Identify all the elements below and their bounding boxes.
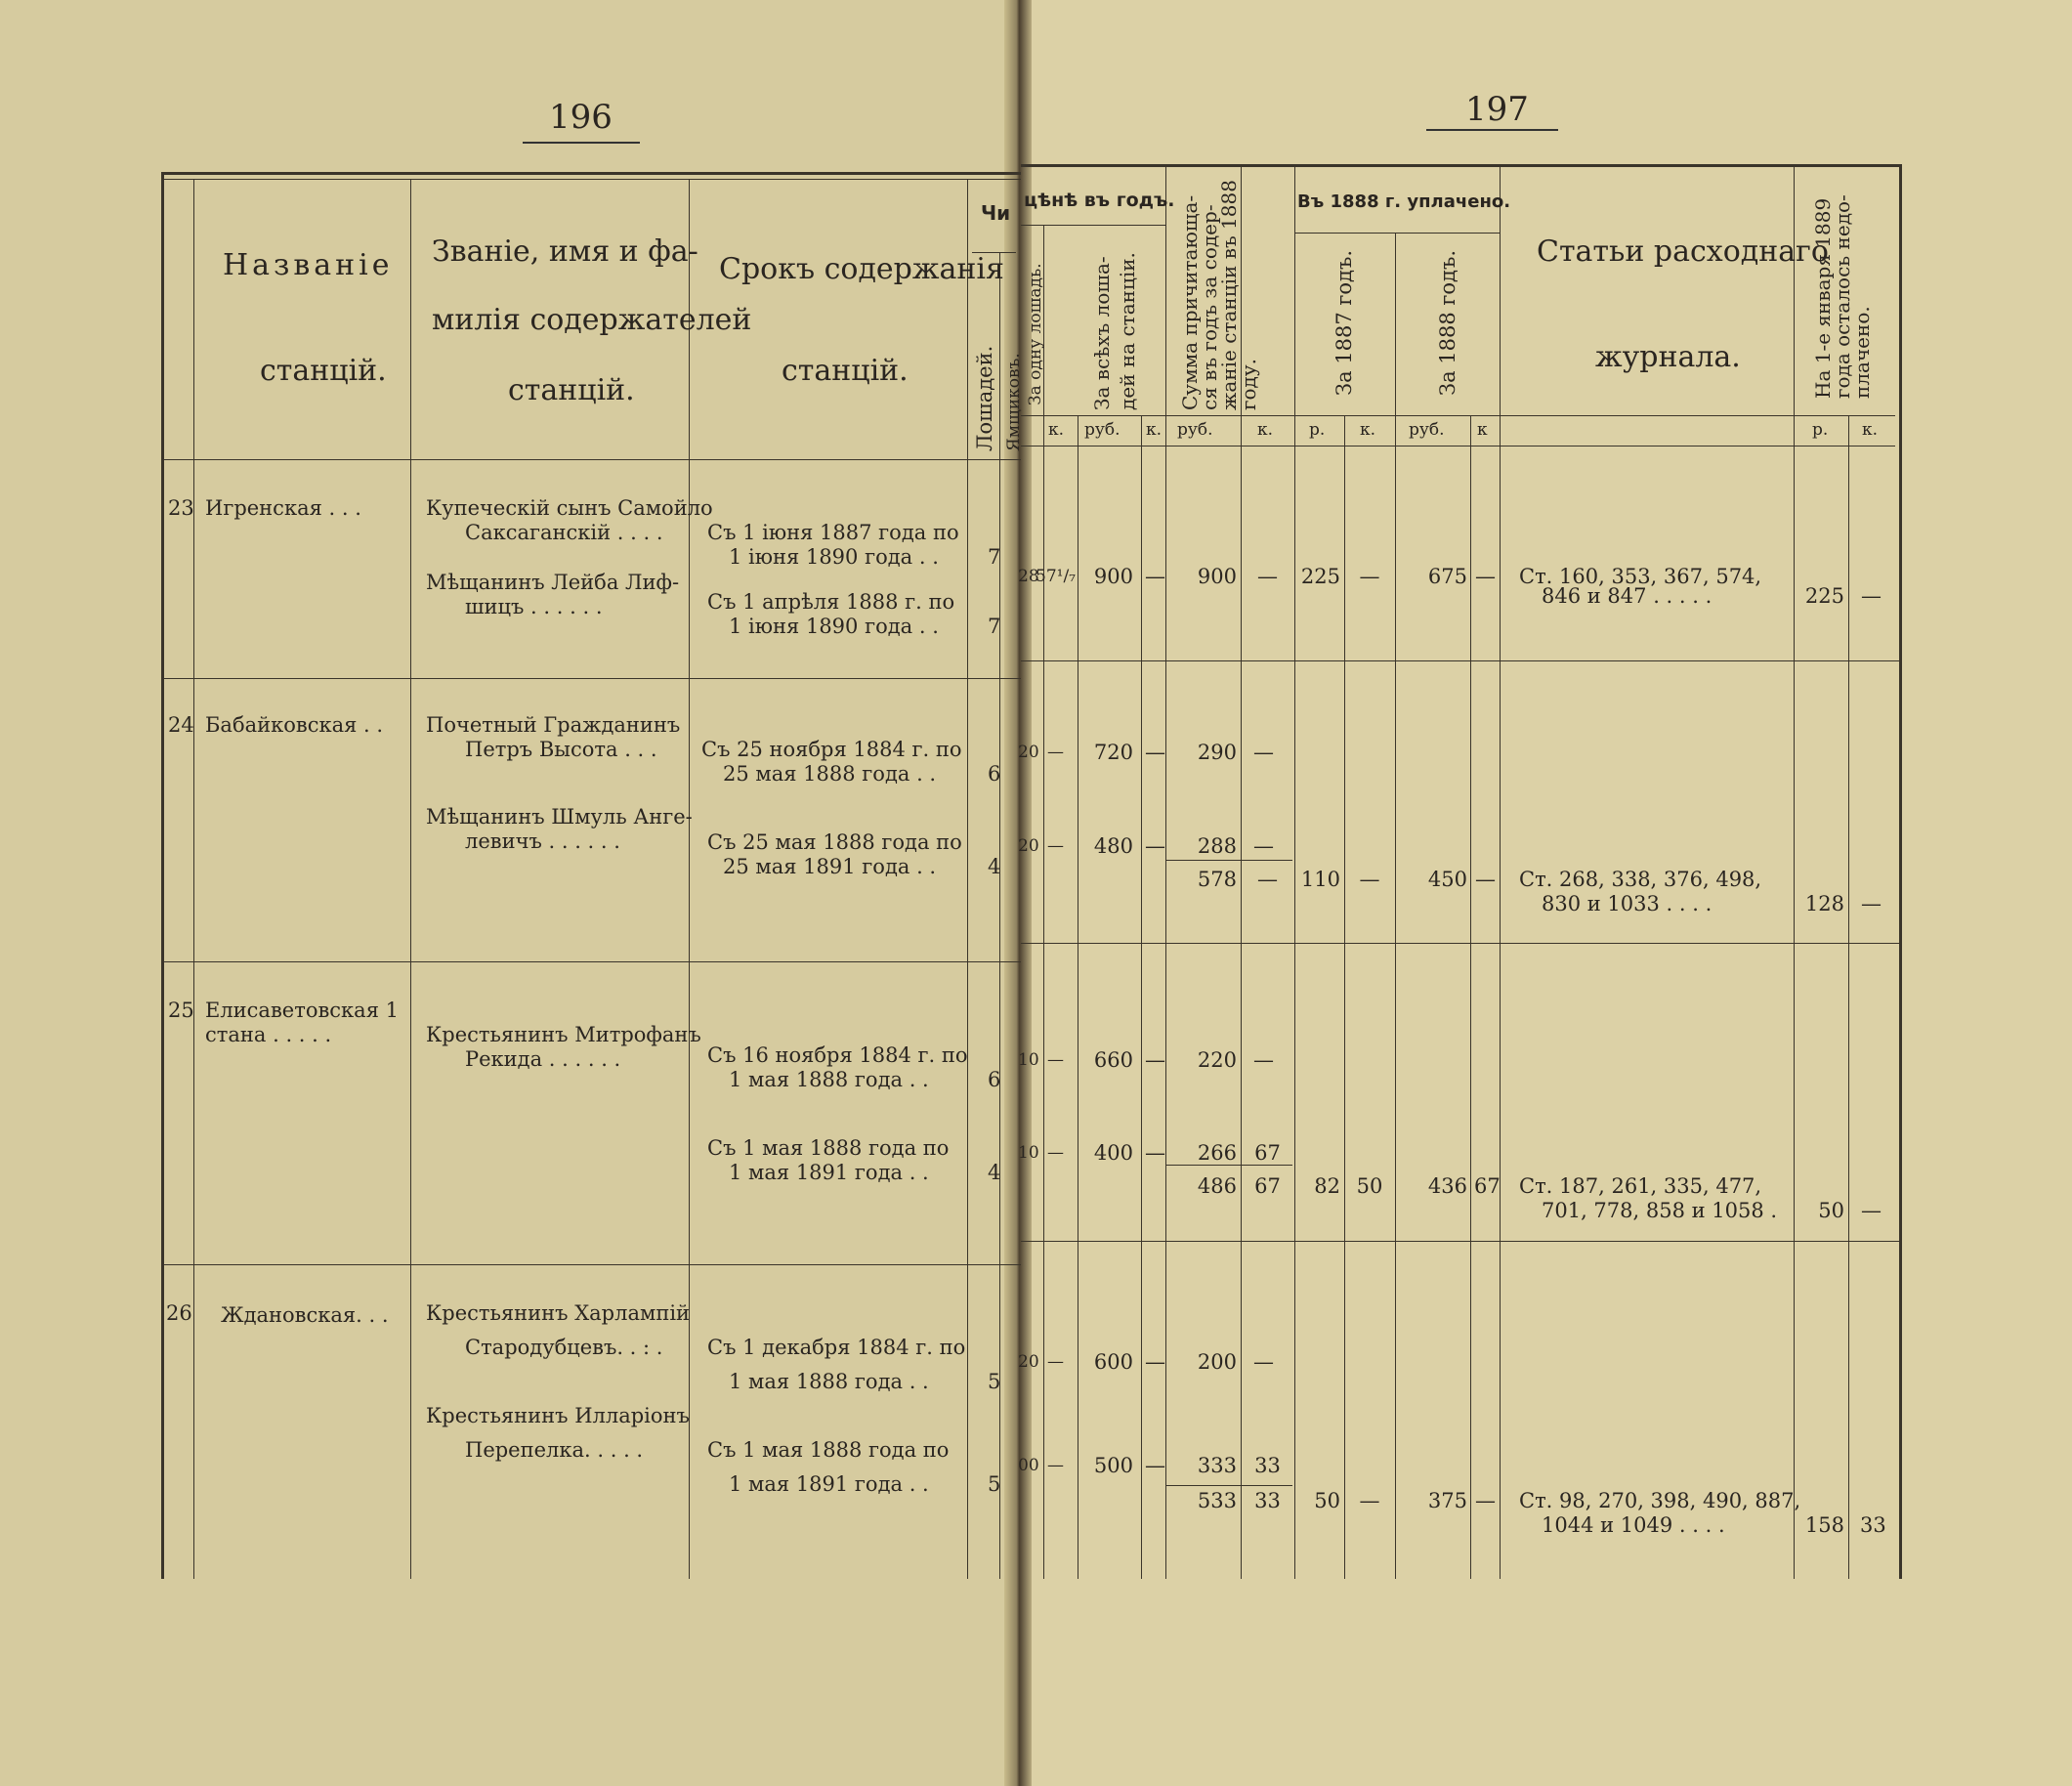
per-horse-value: 10 [1018,1050,1039,1070]
sum-due-total-kop: 67 [1254,1174,1281,1198]
table-top-rule [1021,164,1900,167]
horses-count: 4 [988,1161,1001,1184]
all-horses-kop: — [1145,741,1165,764]
term-line: 25 мая 1888 года . . [723,762,937,786]
term-line: 1 мая 1891 года . . [729,1161,929,1184]
all-horses-value: 900 [1093,565,1133,588]
term-line: 1 мая 1888 года . . [729,1068,929,1091]
page-number-rule [1426,129,1558,131]
per-horse-kop: — [1047,1143,1064,1163]
header-articles-1: Статьи расходнаго [1537,234,1829,269]
header-station-name-2: станцій. [260,354,387,388]
articles-line: Ст. 160, 353, 367, 574, [1519,565,1762,588]
term-line: 25 мая 1891 года . . [723,855,937,878]
term-line: Съ 1 апрѣля 1888 г. по [707,590,955,614]
row-rule [161,678,1021,679]
paid-1888-value: 675 [1427,565,1467,588]
sum-due-value: 288 [1197,834,1237,858]
unit: руб. [1409,420,1445,440]
remaining-kop: — [1861,1199,1882,1222]
term-line: Съ 25 мая 1888 года по [707,830,962,854]
horses-count: 5 [988,1472,1001,1496]
horses-count: 6 [988,762,1001,786]
sum-due-kop: 67 [1254,1141,1281,1165]
holder-line: левичъ . . . . . . [465,829,620,853]
unit: к. [1862,420,1879,440]
per-horse-kop: — [1047,1050,1064,1070]
paid-1887-value: 50 [1314,1489,1340,1512]
per-horse-value: 20 [1018,1352,1039,1372]
term-line: Съ 1 декабря 1884 г. по [707,1336,966,1359]
subtotal-rule [1165,1485,1292,1486]
articles-line: 846 и 847 . . . . . [1542,584,1713,608]
articles-line: Ст. 268, 338, 376, 498, [1519,868,1762,891]
page-number-right: 197 [1465,90,1529,129]
station-name: Игренская . . . [205,496,361,520]
remaining-kop: — [1861,584,1882,608]
sum-due-value: 266 [1197,1141,1237,1165]
holder-line: Мѣщанинъ Шмуль Анге- [426,805,693,829]
articles-line: Ст. 98, 270, 398, 490, 887, [1519,1489,1801,1512]
holder-line: Почетный Гражданинъ [426,713,681,737]
remaining-value: 158 [1804,1513,1844,1537]
sum-due-total: 578 [1197,868,1237,891]
paid-1888-value: 450 [1427,868,1467,891]
paid-1888-value: 436 [1427,1174,1467,1198]
col-rule [410,179,411,1579]
unit: руб. [1084,420,1121,440]
horses-count: 7 [988,545,1001,569]
table-right-border [1899,164,1902,1579]
all-horses-kop: — [1145,1350,1165,1374]
holder-line: Мѣщанинъ Лейба Лиф- [426,571,680,594]
paid-1887-value: 110 [1300,868,1340,891]
per-horse-kop: — [1047,836,1064,856]
row-rule [161,1264,1021,1265]
header-holder-3: станцій. [508,373,635,407]
per-horse-kop: — [1047,1352,1064,1372]
remaining-kop: — [1861,892,1882,915]
col-rule [689,179,690,1579]
horses-count: 6 [988,1068,1001,1091]
table-left-border [161,172,164,1579]
holder-line: Крестьянинъ Митрофанъ [426,1023,701,1046]
header-price-per-year: цѣнѣ въ годъ. [1024,190,1175,211]
paid-1887-kop: — [1359,1489,1380,1512]
col-rule [1043,225,1044,1579]
term-line: 1 мая 1891 года . . [729,1472,929,1496]
header-coachmen: Ямщиковъ. [1004,353,1024,451]
sum-due-total-kop: 33 [1254,1489,1281,1512]
col-rule [1470,415,1471,1579]
row-rule [1021,660,1900,661]
per-horse-value: 20 [1018,743,1039,762]
sum-due-value: 200 [1197,1350,1237,1374]
articles-line: 830 и 1033 . . . . [1542,892,1713,915]
sum-due-kop: — [1257,565,1278,588]
sum-due-kop: 33 [1254,1454,1281,1477]
paid-1887-value: 225 [1300,565,1340,588]
unit: к. [1257,420,1274,440]
sum-due-value: 900 [1197,565,1237,588]
header-bottom-rule [161,459,1021,460]
header-term-2: станцій. [782,354,909,388]
horses-count: 4 [988,855,1001,878]
paid-1888-kop: — [1475,565,1496,588]
all-horses-kop: — [1145,1454,1165,1477]
paid-subheader-rule [1294,233,1500,234]
all-horses-kop: — [1145,1048,1165,1072]
term-line: Съ 1 іюня 1887 года по [707,521,959,544]
col-rule [1794,164,1795,1579]
header-paid-1888: Въ 1888 г. уплачено. [1297,191,1511,212]
paid-1888-kop: 67 [1474,1174,1501,1198]
unit: р. [1812,420,1829,440]
per-horse-value: 10 [1018,1143,1039,1163]
unit-row-rule [1021,415,1895,416]
remaining-value: 50 [1818,1199,1844,1222]
table-top-rule-inner [161,179,1021,180]
remaining-value: 225 [1804,584,1844,608]
unit: к. [1146,420,1163,440]
row-rule [161,961,1021,962]
all-horses-kop: — [1145,565,1165,588]
unit: к. [1360,420,1376,440]
page-number-left: 196 [549,98,613,137]
paid-1887-value: 82 [1314,1174,1340,1198]
header-sum-due: Сумма причитающа-ся въ годъ за содер-жаніе станціи въ 1888 году. [1178,180,1260,410]
holder-line: Саксаганскій . . . . [465,521,663,544]
articles-line: 701, 778, 858 и 1058 . [1542,1199,1778,1222]
holder-line: Петръ Высота . . . [465,738,657,761]
col-rule [1395,233,1396,1579]
all-horses-value: 720 [1093,741,1133,764]
col-rule [1141,415,1142,1579]
col-rule [1165,164,1166,1579]
sum-due-kop: — [1253,741,1274,764]
all-horses-value: 500 [1093,1454,1133,1477]
col-rule [1294,164,1295,1579]
all-horses-kop: — [1145,1141,1165,1165]
remaining-kop: 33 [1860,1513,1886,1537]
holder-line: Крестьянинъ Харлампій [426,1301,691,1325]
header-term-1: Срокъ содержанія [719,252,1004,286]
per-horse-value: 20 [1018,836,1039,856]
term-line: Съ 16 ноября 1884 г. по [707,1043,968,1067]
term-line: 1 іюня 1890 года . . [729,545,939,569]
header-holder-1: Званіе, имя и фа- [432,234,698,269]
unit: руб. [1177,420,1213,440]
term-line: Съ 1 мая 1888 года по [707,1438,950,1462]
all-horses-value: 400 [1093,1141,1133,1165]
sum-due-value: 220 [1197,1048,1237,1072]
row-number: 25 [168,999,194,1022]
header-count: Чи [981,201,1011,225]
col-rule [193,179,194,1579]
holder-line: шицъ . . . . . . [465,595,603,618]
paid-1888-kop: — [1475,1489,1496,1512]
header-holder-2: милія содержателей [432,303,752,337]
holder-line: Стародубцевъ. . : . [465,1336,663,1359]
col-rule [1848,415,1849,1579]
paid-1887-kop: 50 [1356,1174,1383,1198]
header-all-horses: За всѣхъ лоша-дей на станціи. [1090,252,1139,410]
sum-due-total: 533 [1197,1489,1237,1512]
subtotal-rule [1165,860,1292,861]
term-line: Съ 25 ноября 1884 г. по [701,738,962,761]
per-horse-kop: — [1047,743,1064,762]
sum-due-total-kop: — [1257,868,1278,891]
term-line: Съ 1 мая 1888 года по [707,1136,950,1160]
paid-1888-value: 375 [1427,1489,1467,1512]
station-name: Ждановская. . . [221,1303,389,1327]
all-horses-value: 480 [1093,834,1133,858]
per-horse-value: 28 [1018,567,1039,586]
row-rule [1021,1241,1900,1242]
term-line: 1 мая 1888 года . . [729,1370,929,1393]
per-horse-value: 00 [1018,1456,1039,1475]
all-horses-kop: — [1145,834,1165,858]
sum-due-total: 486 [1197,1174,1237,1198]
articles-line: Ст. 187, 261, 335, 477, [1519,1174,1762,1198]
sum-due-kop: — [1253,834,1274,858]
horses-count: 5 [988,1370,1001,1393]
all-horses-value: 600 [1093,1350,1133,1374]
col-rule [1344,415,1345,1579]
table-top-rule [161,172,1021,175]
row-number: 23 [168,496,194,520]
unit: к [1477,420,1488,440]
row-number: 24 [168,713,194,737]
header-for-1887: За 1887 годъ. [1332,249,1356,396]
row-number: 26 [166,1301,192,1325]
per-horse-kop: — [1047,1456,1064,1475]
paid-1888-kop: — [1475,868,1496,891]
unit: р. [1309,420,1326,440]
header-for-1888: За 1888 годъ. [1436,249,1459,396]
all-horses-value: 660 [1093,1048,1133,1072]
unit: к. [1048,420,1065,440]
per-horse-value: 57¹/₇ [1036,567,1076,586]
col-rule [967,179,968,1579]
term-line: 1 іюня 1890 года . . [729,615,939,638]
row-rule [1021,943,1900,944]
station-name: стана . . . . . [205,1023,332,1046]
station-name: Бабайковская . . [205,713,384,737]
station-name: Елисаветовская 1 [205,999,399,1022]
header-station-name: Названіе [223,248,394,282]
holder-line: Рекида . . . . . . [465,1047,621,1071]
holder-line: Купеческій сынъ Самойло [426,496,713,520]
col-rule [1500,164,1501,1579]
remaining-value: 128 [1804,892,1844,915]
paid-1887-kop: — [1359,868,1380,891]
header-articles-2: журнала. [1595,340,1741,374]
header-remaining: На 1-е января 1889 года осталось недо-плачено. [1811,194,1874,399]
sum-due-kop: — [1253,1048,1274,1072]
sum-due-value: 333 [1197,1454,1237,1477]
holder-line: Крестьянинъ Илларіонъ [426,1404,690,1427]
header-per-horse: За одну лошадь. [1026,263,1045,405]
sum-due-kop: — [1253,1350,1274,1374]
articles-line: 1044 и 1049 . . . . [1542,1513,1725,1537]
sum-due-value: 290 [1197,741,1237,764]
horses-count: 7 [988,615,1001,638]
page-number-rule [523,142,640,144]
holder-line: Перепелка. . . . . [465,1438,644,1462]
paid-1887-kop: — [1359,565,1380,588]
header-horses: Лошадей. [973,345,996,451]
